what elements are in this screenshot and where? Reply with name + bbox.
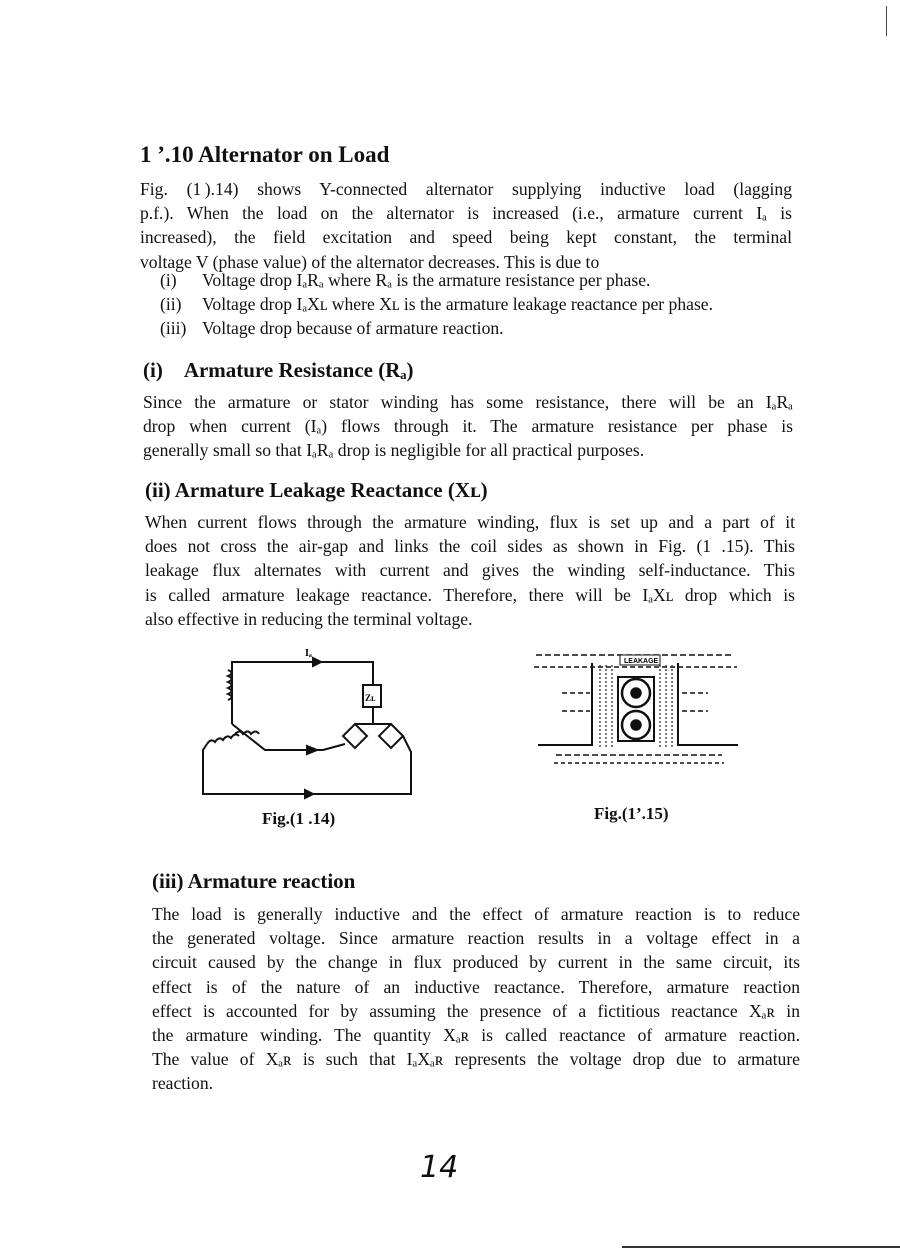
current-label: Iₐ <box>305 648 312 659</box>
text-line: generally small so that IₐRₐ drop is negligible for all practical purposes. <box>143 440 645 461</box>
text-line: increased), the field excitation and speed being kept constant, the terminal <box>140 227 792 248</box>
scan-edge-line <box>886 6 887 36</box>
load-impedance-diamond <box>343 724 367 748</box>
text-line: Fig. (1 ).14) shows Y-connected alternator supplying inductive load (lagging <box>140 179 792 199</box>
phase-coil <box>228 670 232 700</box>
text-line: the armature winding. The quantity Xₐʀ is called reactance of armature reaction. <box>152 1025 800 1046</box>
figure-y-connected-alternator <box>195 640 420 800</box>
armature-resistance-paragraph <box>143 390 793 463</box>
text-line: effect is of the nature of an inductive reactance. Therefore, armature reaction <box>152 976 800 997</box>
heading-armature-resistance: (i) Armature Resistance (Rₐ) <box>143 358 414 382</box>
figure-15-caption: Fig.(1’.15) <box>594 804 669 823</box>
load-label: Zʟ <box>365 693 376 703</box>
armature-reaction-paragraph <box>152 902 800 1096</box>
text-line: also effective in reducing the terminal voltage. <box>145 608 473 629</box>
intro-paragraph <box>140 177 792 274</box>
text-line: The value of Xₐʀ is such that IₐXₐʀ represents the voltage drop due to armature <box>152 1049 800 1070</box>
text-line: does not cross the air-gap and links the coil sides as shown in Fig. (1 .15). This <box>145 536 795 557</box>
list-item: (i) Voltage drop IₐRₐ where Rₐ is the armature resistance per phase. <box>160 270 651 290</box>
text-line: effect is accounted for by assuming the presence of a fictitious reactance Xₐʀ in <box>152 1000 800 1021</box>
figure-14-caption: Fig.(1 .14) <box>262 809 336 828</box>
figure-leakage-flux <box>532 645 744 770</box>
text-line: voltage V (phase value) of the alternator decreases. This is due to <box>140 251 600 272</box>
current-arrow <box>313 658 321 666</box>
heading-armature-reaction: (iii) Armature reaction <box>152 869 356 893</box>
text-line: leakage flux alternates with current and gives the winding self-inductance. This <box>145 560 795 581</box>
leakage-reactance-paragraph <box>145 510 795 631</box>
text-line: The load is generally inductive and the effect of armature reaction is to reduce <box>152 904 800 924</box>
load-impedance-diamond <box>379 724 403 748</box>
scan-edge-line <box>622 1246 900 1248</box>
text-line: reaction. <box>152 1073 214 1094</box>
text-line: drop when current (Iₐ) flows through it. The armature resistance per phase is <box>143 416 793 437</box>
leakage-label: LEAKAGE <box>624 658 659 665</box>
heading-leakage-reactance: (ii) Armature Leakage Reactance (Xʟ) <box>145 478 488 502</box>
text-line: circuit caused by the change in flux produced by current in the same circuit, its <box>152 952 800 973</box>
section-title: 1 ’.10 Alternator on Load <box>140 142 390 167</box>
text-line: p.f.). When the load on the alternator is increased (i.e., armature current Iₐ is <box>140 203 792 224</box>
text-line: Since the armature or stator winding has some resistance, there will be an IₐRₐ <box>143 392 793 412</box>
bottom-wire <box>203 736 411 794</box>
text-line: the generated voltage. Since armature reaction results in a voltage effect in a <box>152 928 800 949</box>
text-line: When current flows through the armature winding, flux is set up and a part of it <box>145 512 795 532</box>
list-item: (ii) Voltage drop IₐXʟ where Xʟ is the armature leakage reactance per phase. <box>160 294 714 315</box>
text-line: is called armature leakage reactance. Therefore, there will be IₐXʟ drop which is <box>145 584 795 605</box>
list-item: (iii) Voltage drop because of armature reaction. <box>160 318 504 339</box>
page-number: 14 <box>420 1150 459 1185</box>
voltage-drop-list <box>160 268 713 341</box>
top-wire <box>232 662 373 708</box>
